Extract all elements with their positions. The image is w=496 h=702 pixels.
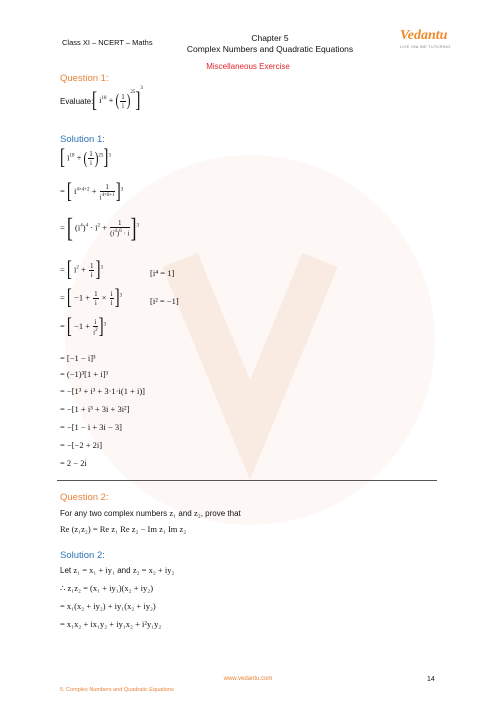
solution-1-answer: = 2 − 2i — [60, 458, 87, 468]
solution-1-step-3: = [ $(i^4)^4 \cdot i^2$ + $\frac{1}{(i^4)^6 \cdot i}$ ]$^3$ — [60, 212, 139, 243]
solution-2-line: = x₁x₂ + ix₁y₂ + iy₁x₂ + i²y₁y₂ — [60, 619, 162, 629]
solution-1-step-6: = [ −1 + $\frac{i}{i^2}$ ]$^3$ — [60, 314, 107, 339]
solution-1-step-1: [ $i^{18}$ + ( $\frac{1}{i}$ )$^{25}$]$^3$ — [60, 145, 111, 170]
question-1-heading: Question 1: — [60, 73, 109, 84]
solution-1-heading: Solution 1: — [60, 134, 105, 145]
chapter-heading — [170, 33, 370, 55]
solution-1-note-2: [i² = −1] — [150, 296, 179, 306]
question-2-line-1 — [60, 508, 241, 518]
and-word: and — [178, 509, 192, 518]
solution-2-line: = x₁(x₂ + iy₂) + iy₁(x₂ + iy₂) — [60, 601, 156, 611]
solution-1-step-5: = [ −1 + $\frac{1}{i}$ × $\frac{i}{i}$ ]$^3$ — [60, 285, 123, 310]
z1-symbol: z₁ — [169, 508, 177, 518]
solution-2-heading: Solution 2: — [60, 550, 105, 561]
solution-1-line: = −[−2 + 2i] — [60, 440, 103, 450]
section-title: Miscellaneous Exercise — [206, 62, 290, 71]
class-info: Class XI – NCERT – Maths — [62, 38, 153, 47]
and-word: and — [117, 566, 131, 575]
vedantu-logo — [400, 29, 454, 49]
logo-wordmark: Vedantu — [400, 28, 448, 43]
let-word: Let — [60, 566, 72, 575]
logo-tagline: LIVE ONLINE TUTORING — [400, 44, 451, 49]
footer-chapter: 5. Complex Numbers and Quadratic Equations — [60, 687, 174, 693]
chapter-title: Complex Numbers and Quadratic Equations — [186, 44, 354, 54]
vedantu-watermark — [60, 145, 440, 530]
z2-symbol: z₂ — [193, 508, 201, 518]
question-1-expression: [ $i^{18}$ + ( $\frac{1}{i}$ )$^{25}$]$^3$ — [92, 86, 143, 113]
question-2-text: For any two complex numbers — [60, 509, 168, 518]
question-1-prompt: Evaluate: — [60, 97, 94, 106]
solution-1-step-4: = [ $i^2$ + $\frac{1}{i}$ ]$^3$ — [60, 257, 103, 282]
page-number: 14 — [427, 676, 435, 683]
solution-2-let-line — [60, 565, 174, 575]
z2-definition: z₂ = x₂ + iy₂ — [132, 565, 175, 575]
solution-2-line: ∴ z₁z₂ = (x₁ + iy₁)(x₂ + iy₂) — [60, 583, 154, 593]
solution-1-line: = [−1 − i]³ — [60, 353, 96, 363]
solution-1-line: = −[1 + i³ + 3i + 3i²] — [60, 404, 130, 414]
z1-definition: z₁ = x₁ + iy₁ — [73, 565, 115, 575]
section-divider — [57, 480, 437, 481]
chapter-number: Chapter 5 — [251, 33, 289, 43]
footer-url: www.vedantu.com — [223, 676, 273, 682]
solution-1-line: = (−1)³[1 + i]³ — [60, 369, 109, 379]
solution-1-line: = −[1 − i + 3i − 3] — [60, 422, 122, 432]
question-2-identity: Re (z₁z₂) = Re z₁ Re z₂ − Im z₁ Im z₂ — [60, 524, 187, 534]
solution-1-line: = −[1³ + i³ + 3·1·i(1 + i)] — [60, 386, 146, 396]
question-2-text-end: , prove that — [200, 509, 241, 518]
solution-1-note-1: [i⁴ = 1] — [150, 268, 175, 278]
solution-1-step-2: = [ $i^{4\times 4+2}$ + $\frac{1}{i^{4\times 6+1}}$ ]$^3$ — [60, 179, 124, 204]
question-2-heading: Question 2: — [60, 492, 109, 503]
